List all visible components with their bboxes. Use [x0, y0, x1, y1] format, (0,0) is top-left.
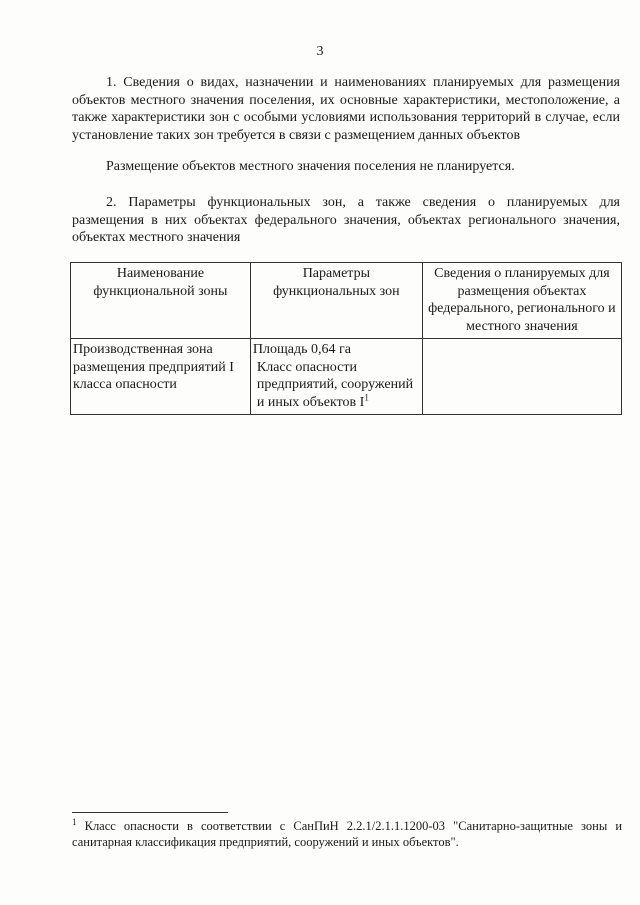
section-1-heading: 1. Сведения о видах, назначении и наименованиях планируемых для размещения объектов местного значения поселения, их основные характеристики, местоположение, а также характеристики зон с особыми условиями использования территорий в случае, если установление таких зон требуется в связи с размещением данных объектов [72, 75, 620, 143]
table-header-planned-objects: Сведения о планируемых для размещения объектах федерального, регионального и местного значения [422, 263, 621, 339]
footnote [72, 818, 622, 850]
footnote-text: Класс опасности в соответствии с СанПиН 2.2.1/2.1.1.1200-03 "Санитарно-защитные зоны и санитарная классификация предприятий, сооружений и иных объектов". [72, 819, 623, 849]
footnote-ref: 1 [364, 391, 369, 402]
functional-zones-table [70, 262, 622, 415]
zone-params-cell [250, 339, 422, 415]
table-header-zone-params: Параметры функциональных зон [250, 263, 422, 339]
section-1-statement: Размещение объектов местного значения поселения не планируется. [106, 159, 515, 174]
planned-objects-cell [422, 339, 621, 415]
table-row [71, 339, 622, 415]
zone-hazard-class-text: Класс опасности предприятий, сооружений и иных объектов I [256, 359, 414, 410]
zone-area: Площадь 0,64 га [252, 342, 351, 357]
table-header-zone-name: Наименование функциональной зоны [71, 263, 251, 339]
section-2-heading: 2. Параметры функциональных зон, а также сведения о планируемых для размещения в них объектах федерального значения, объектах регионального значения, объектах местного значения [72, 195, 620, 245]
page-number: 3 [316, 44, 324, 59]
footnote-divider [72, 812, 228, 813]
table-header-row [71, 263, 622, 339]
zone-name-cell: Производственная зона размещения предприятий I класса опасности [71, 339, 251, 415]
zone-hazard-class [253, 359, 420, 412]
footnote-marker: 1 [72, 816, 77, 827]
